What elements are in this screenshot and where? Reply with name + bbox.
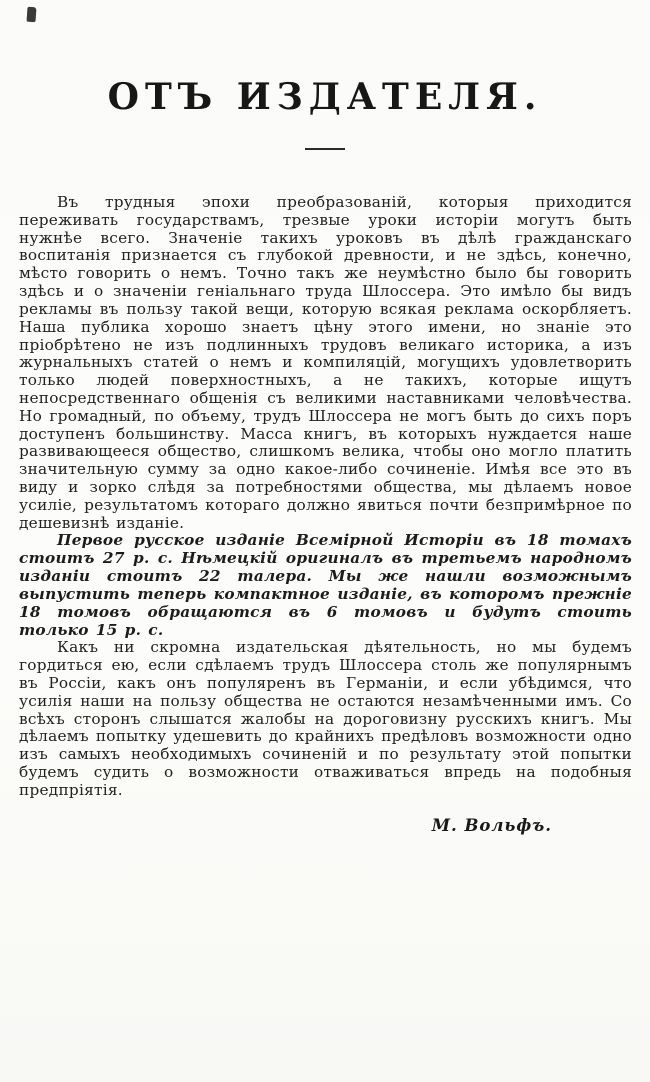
ink-blot-mark [26, 7, 36, 23]
paragraph-intro: Въ трудныя эпохи преобразованій, которыя приходится переживать государствамъ, трезвые уроки исторіи могутъ быть нужнѣе всего. Значеніе такихъ уроковъ въ дѣлѣ гражданскаго воспитанія признается съ глубокой древности, и не здѣсь, конечно, мѣсто говорить о немъ. Точно такъ же неумѣстно было бы говорить здѣсь и о значеніи геніальнаго труда Шлоссера. Это имѣло бы видъ рекламы въ пользу такой вещи, которую всякая реклама оскорбляетъ. Наша публика хорошо знаетъ цѣну этого имени, но знаніе это пріобрѣтено не изъ подлинныхъ трудовъ великаго историка, а изъ журнальныхъ статей о немъ и компиляцій, могущихъ удовлетворить только людей поверхностныхъ, а не такихъ, которые ищутъ непосредственнаго общенія съ великими наставниками человѣчества. Но громадный, по объему, трудъ Шлоссера не могъ быть до сихъ поръ доступенъ большинству. Масса книгъ, въ которыхъ нуждается наше развивающееся общество, слишкомъ велика, чтобы оно могло платить значительную сумму за одно какое-либо сочиненіе. Имѣя все это въ виду и зорко слѣдя за потребностями общества, мы дѣлаемъ новое усиліе, результатомъ котораго должно явиться почти безпримѣрное по дешевизнѣ изданіе. [19, 193, 632, 532]
text-block [0, 194, 650, 835]
signature: М. Вольфъ. [431, 815, 552, 835]
page-title: ОТЪ ИЗДАТЕЛЯ. [107, 76, 543, 118]
section-divider [305, 148, 345, 150]
paragraph-closing: Какъ ни скромна издательская дѣятельность, но мы будемъ гордиться ею, если сдѣлаемъ трудъ Шлоссера столь же популярнымъ въ Россіи, какъ онъ популяренъ въ Германіи, и если убѣдимся, что усилія наши на пользу общества не остаются незамѣченными имъ. Со всѣхъ сторонъ слышатся жалобы на дороговизну русскихъ книгъ. Мы дѣлаемъ попытку удешевить до крайнихъ предѣловъ возможности одно изъ самыхъ необходимыхъ сочиненій и по результату этой попытки будемъ судить о возможности отваживаться впредь на подобныя предпріятія. [19, 638, 632, 799]
paragraph-pricing: Первое русское изданіе Всемірной Исторіи въ 18 томахъ стоитъ 27 р. с. Нѣмецкій оригиналъ въ третьемъ народномъ изданіи стоитъ 22 талера. Мы же нашли возможнымъ выпустить теперь компактное изданіе, въ которомъ прежніе 18 томовъ обращаются въ 6 томовъ и будутъ стоить только 15 р. с. [19, 531, 632, 639]
